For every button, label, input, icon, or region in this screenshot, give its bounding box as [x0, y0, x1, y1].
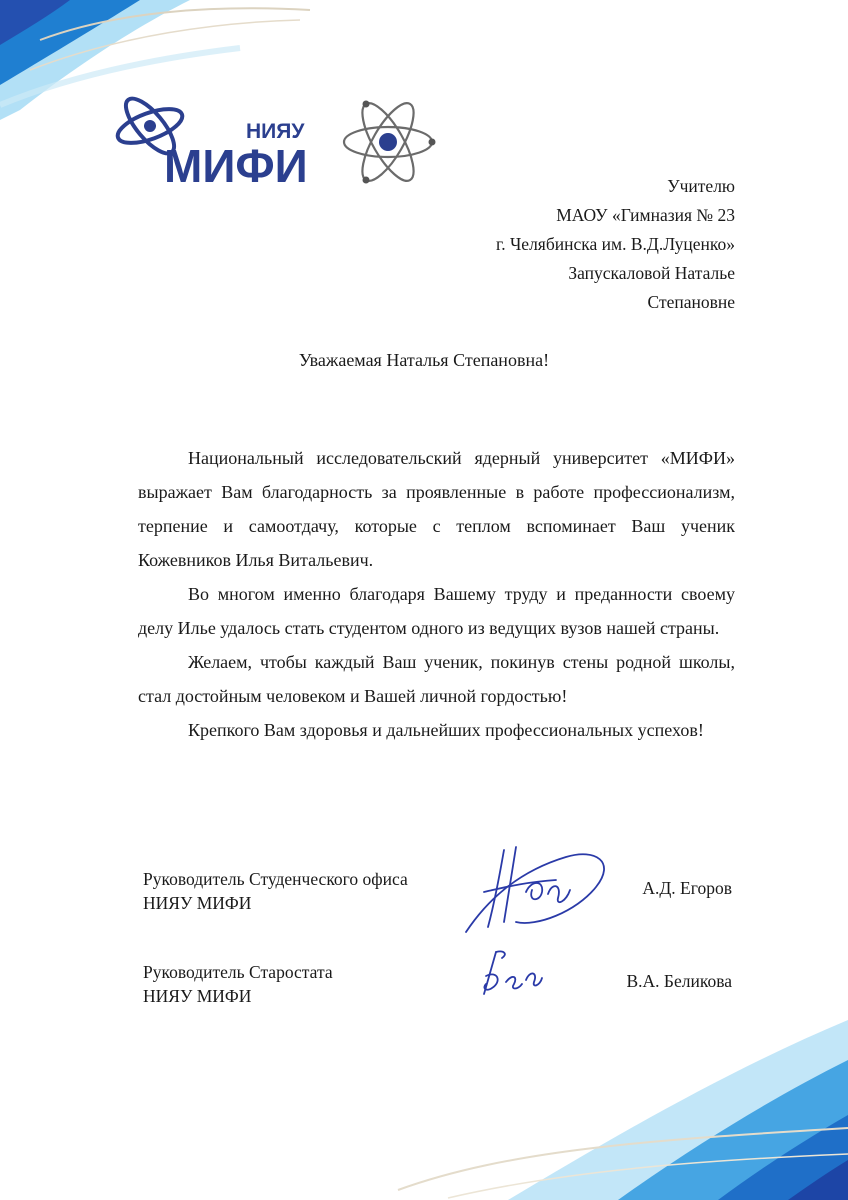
signatory-name: А.Д. Егоров [642, 878, 732, 898]
signatory-role-line: НИЯУ МИФИ [143, 986, 252, 1006]
handwritten-signature [456, 842, 616, 934]
signatory-role [143, 867, 408, 915]
addressee-line: МАОУ «Гимназия № 23 [556, 205, 735, 225]
svg-text:МИФИ: МИФИ [164, 140, 308, 188]
svg-text:НИЯУ: НИЯУ [246, 120, 305, 143]
signatory-role [143, 960, 333, 1008]
addressee-block [496, 172, 735, 317]
addressee-line: Степановне [647, 292, 735, 312]
body-paragraph: Крепкого Вам здоровья и дальнейших профессиональных успехов! [188, 720, 704, 740]
signatory-role-line: Руководитель Студенческого офиса [143, 869, 408, 889]
body-paragraph: Национальный исследовательский ядерный университет «МИФИ» выражает Вам благодарность за проявленные в работе профессионализм, терпение и самоотдачу, которые с теплом вспоминает Ваш ученик Кожевников Илья Витальевич. [138, 448, 735, 570]
body-paragraph: Во многом именно благодаря Вашему труду и преданности своему делу Илье удалось стать студентом одного из ведущих вузов нашей страны. [138, 584, 735, 638]
body-paragraph: Желаем, чтобы каждый Ваш ученик, покинув стены родной школы, стал достойным человеком и Вашей личной гордостью! [138, 652, 735, 706]
atom-icon [338, 94, 438, 190]
signatory-name: В.А. Беликова [626, 971, 732, 991]
greeting: Уважаемая Наталья Степановна! [298, 350, 550, 370]
letter-body [138, 441, 735, 747]
addressee-line: Учителю [667, 176, 735, 196]
addressee-line: Запускаловой Наталье [568, 263, 735, 283]
signatory-role-line: Руководитель Старостата [143, 962, 333, 982]
addressee-line: г. Челябинска им. В.Д.Луценко» [495, 234, 735, 254]
handwritten-signature [478, 946, 548, 998]
mephi-logo [112, 88, 322, 188]
signatory-role-line: НИЯУ МИФИ [143, 893, 252, 913]
decorative-swoosh-bottom [388, 1020, 848, 1200]
